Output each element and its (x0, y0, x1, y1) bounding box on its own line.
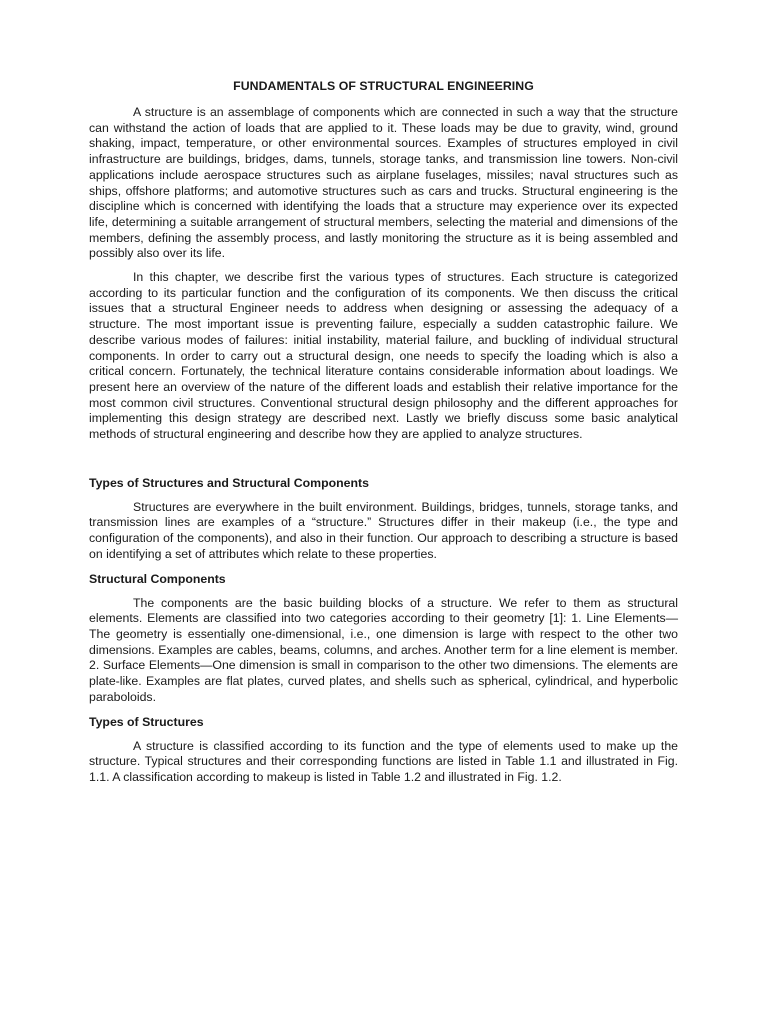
document-page (89, 78, 678, 794)
intro-paragraph-2: In this chapter, we describe first the various types of structures. Each structure is categorized according to its particular function and the configuration of its components. We then discuss the critical issues that a structural Engineer needs to address when designing or assessing the adequacy of a structure. The most important issue is preventing failure, especially a sudden catastrophic failure. We describe various modes of failures: initial instability, material failure, and buckling of individual structural components. In order to carry out a structural design, one needs to specify the loading which is also a critical concern. Fortunately, the technical literature contains considerable information about loadings. We present here an overview of the nature of the different loads and establish their relative importance for the most common civil structures. Conventional structural design philosophy and the different approaches for implementing this design strategy are described next. Lastly we briefly discuss some basic analytical methods of structural engineering and describe how they are applied to analyze structures. (89, 270, 678, 442)
section-heading-types-of-structures: Types of Structures (89, 714, 204, 729)
section-body-types-of-structures-and-components: Structures are everywhere in the built environment. Buildings, bridges, tunnels, storage tanks, and transmission lines are examples of a “structure.” Structures differ in their makeup (i.e., the type and configuration of the components), and also in their function. Our approach to describing a structure is based on identifying a set of attributes which relate to these properties. (89, 499, 678, 561)
intro-paragraph-1: A structure is an assemblage of components which are connected in such a way that the structure can withstand the action of loads that are applied to it. These loads may be due to gravity, wind, ground shaking, impact, temperature, or other environmental sources. Examples of structures employed in civil infrastructure are buildings, bridges, dams, tunnels, storage tanks, and transmission line towers. Non-civil applications include aerospace structures such as airplane fuselages, missiles; naval structures such as ships, offshore platforms; and automotive structures such as cars and trucks. Structural engineering is the discipline which is concerned with identifying the loads that a structure may experience over its expected life, determining a suitable arrangement of structural members, selecting the material and dimensions of the members, defining the assembly process, and lastly monitoring the structure as it is being assembled and possibly also over its life. (89, 105, 678, 261)
document-title: FUNDAMENTALS OF STRUCTURAL ENGINEERING (233, 79, 534, 93)
section-body-structural-components: The components are the basic building blocks of a structure. We refer to them as structural elements. Elements are classified into two categories according to their geometry [1]: 1. Line Elements—The geometry is essentially one-dimensional, i.e., one dimension is large with respect to the other two dimensions. Examples are cables, beams, columns, and arches. Another term for a line element is member. 2. Surface Elements—One dimension is small in comparison to the other two dimensions. The elements are plate-like. Examples are flat plates, curved plates, and shells such as spherical, cylindrical, and hyperbolic paraboloids. (89, 595, 678, 704)
section-body-types-of-structures: A structure is classified according to its function and the type of elements used to make up the structure. Typical structures and their corresponding functions are listed in Table 1.1 and illustrated in Fig. 1.1. A classification according to makeup is listed in Table 1.2 and illustrated in Fig. 1.2. (89, 738, 678, 784)
section-heading-types-of-structures-and-components: Types of Structures and Structural Components (89, 475, 369, 490)
section-heading-structural-components: Structural Components (89, 571, 226, 586)
